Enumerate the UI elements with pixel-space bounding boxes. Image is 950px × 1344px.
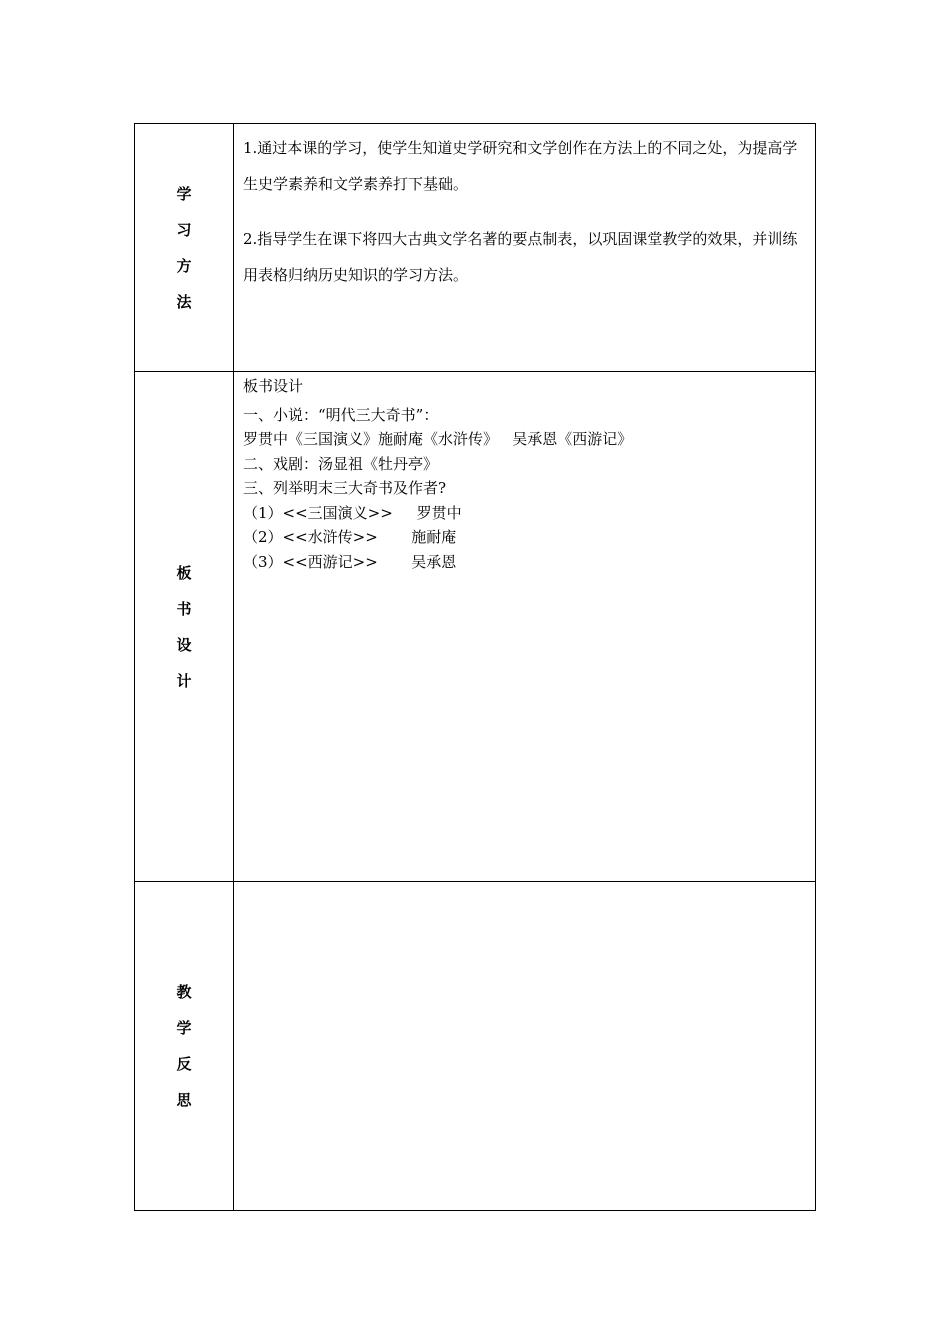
label-char: 计 (176, 671, 192, 690)
board-design-content (234, 372, 816, 882)
label-char: 反 (176, 1055, 192, 1073)
label-char: 教 (176, 983, 192, 1001)
label-char: 思 (176, 1091, 192, 1109)
label-char: 设 (176, 635, 192, 654)
board-line: （1）<<三国演义>> 罗贯中 (243, 503, 462, 522)
label-char: 方 (176, 256, 192, 275)
board-heading: 板书设计 (243, 377, 304, 395)
teaching-reflection-row (135, 882, 816, 1211)
board-line: 二、戏剧：汤显祖《牡丹亭》 (243, 454, 439, 473)
board-line: （3）<<西游记>> 吴承恩 (243, 552, 457, 571)
board-line: （2）<<水浒传>> 施耐庵 (243, 528, 457, 546)
learning-method-row (135, 124, 816, 372)
label-char: 书 (176, 599, 192, 618)
teaching-reflection-content (234, 882, 816, 1211)
lesson-plan-table (134, 123, 816, 1211)
label-char: 学 (176, 184, 192, 203)
method-paragraph-2: 2.指导学生在课下将四大古典文学名著的要点制表，以巩固课堂教学的效果，并训练用表格归纳历史知识的学习方法。 (243, 230, 798, 284)
board-design-label (135, 372, 234, 882)
board-line: 三、列举明末三大奇书及作者? (243, 479, 447, 497)
board-design-row (135, 372, 816, 882)
learning-method-content (234, 124, 816, 372)
label-char: 板 (176, 563, 192, 582)
board-line: 一、小说：“明代三大奇书”： (243, 405, 439, 424)
label-char: 习 (176, 220, 192, 239)
label-char: 法 (176, 292, 192, 311)
label-char: 学 (176, 1019, 192, 1037)
learning-method-label (135, 124, 234, 372)
method-paragraph-1: 1.通过本课的学习，使学生知道史学研究和文学创作在方法上的不同之处，为提高学生史学素养和文学素养打下基础。 (243, 139, 798, 193)
board-line: 罗贯中《三国演义》施耐庵《水浒传》 吴承恩《西游记》 (243, 430, 633, 448)
teaching-reflection-label (135, 882, 234, 1211)
